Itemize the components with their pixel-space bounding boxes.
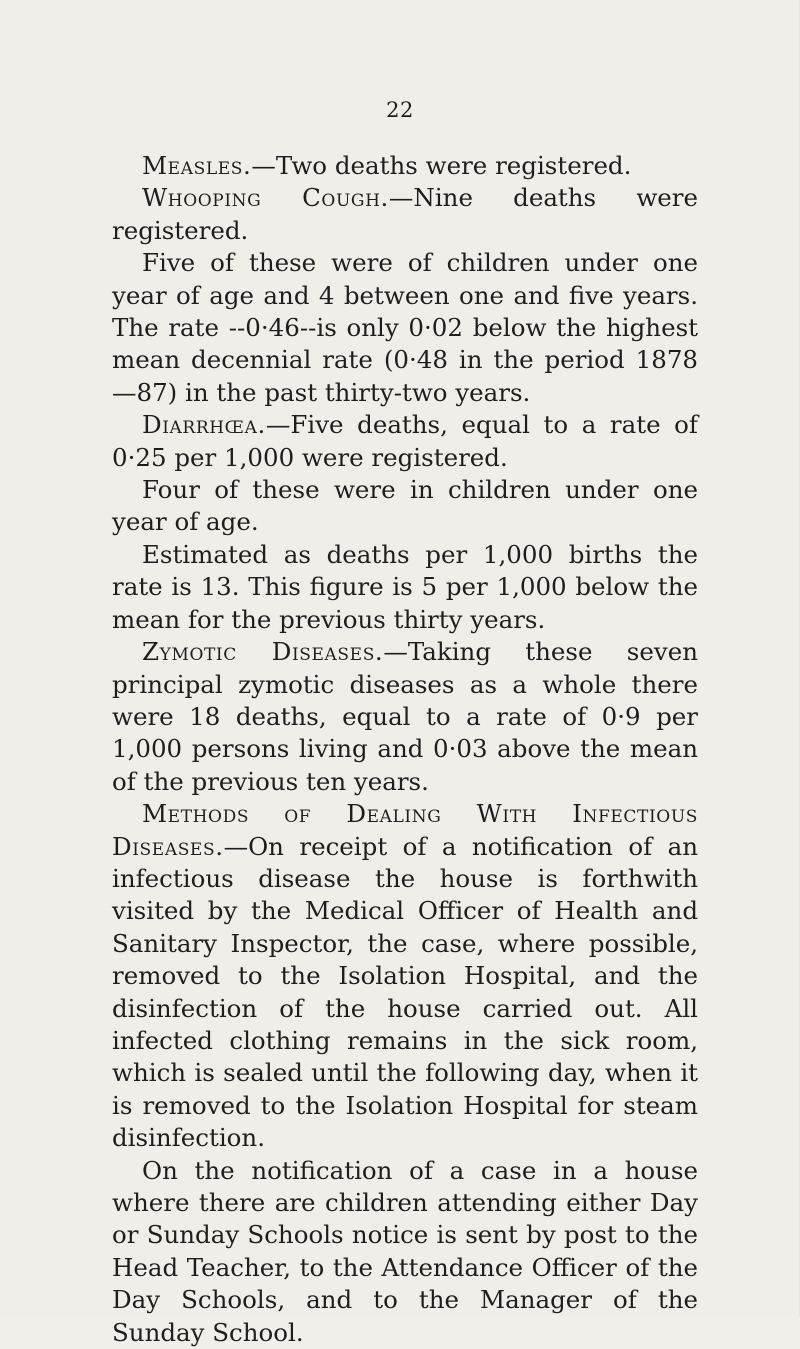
page-number: 22 xyxy=(386,98,414,122)
paragraph-heading: Zymotic Diseases. xyxy=(142,637,384,667)
paragraph-zymotic-diseases xyxy=(112,636,698,798)
paragraph-whooping-cough xyxy=(112,182,698,247)
paragraph-text: —Taking these seven principal zymotic diseases as a whole there were 18 deaths, equal to a rate of 0·9 per 1,000 persons living and 0·03 above the mean of the previous ten years. xyxy=(112,637,698,796)
paragraph-school-notification xyxy=(112,1155,698,1349)
paragraph-text: —Five deaths, equal to a rate of 0·25 per 1,000 were registered. xyxy=(112,410,698,472)
paragraph-text: —Nine deaths were registered. xyxy=(112,183,698,245)
paragraph-text: —Two deaths were registered. xyxy=(251,151,632,180)
paragraph-heading: Measles. xyxy=(142,151,252,180)
paragraph-diarrhoea-children xyxy=(112,474,698,539)
paragraph-infectious-methods xyxy=(112,798,698,1154)
paragraph-text: Five of these were of children under one year of age and 4 between one and five years. The rate --0·46--is only 0·02 below the highest mean decennial rate (0·48 in the period 1878—87) in the past thirty-two years. xyxy=(112,248,698,407)
body-text xyxy=(112,150,698,1349)
paragraph-whooping-cough-details xyxy=(112,247,698,409)
paragraph-heading: Methods of Dealing With Infectious Diseases. xyxy=(112,799,698,861)
paragraph-text: —On receipt of a notification of an infectious disease the house is forthwith visited by the Medical Officer of Health and Sanitary Inspector, the case, where possible, removed to the Isolation Hospital, and the disinfection of the house carried out. All infected clothing remains in the sick room, which is sealed until the following day, when it is removed to the Isolation Hospital for steam disinfection. xyxy=(112,831,698,1153)
paragraph-heading: Diarrhœa. xyxy=(142,410,266,440)
paragraph-text: Four of these were in children under one year of age. xyxy=(112,475,698,537)
paragraph-text: On the notification of a case in a house where there are children attending either Day or Sunday Schools notice is sent by post to the Head Teacher, to the Attendance Officer of the Day Schools, and to the Manager of the Sunday School. xyxy=(112,1155,698,1347)
paragraph-measles xyxy=(112,150,698,182)
paragraph-heading: Whooping Cough. xyxy=(142,183,389,213)
paragraph-diarrhoea-births xyxy=(112,539,698,636)
paragraph-text: Estimated as deaths per 1,000 births the rate is 13. This figure is 5 per 1,000 below the mean for the previous thirty years. xyxy=(112,539,698,634)
paragraph-diarrhoea xyxy=(112,409,698,474)
